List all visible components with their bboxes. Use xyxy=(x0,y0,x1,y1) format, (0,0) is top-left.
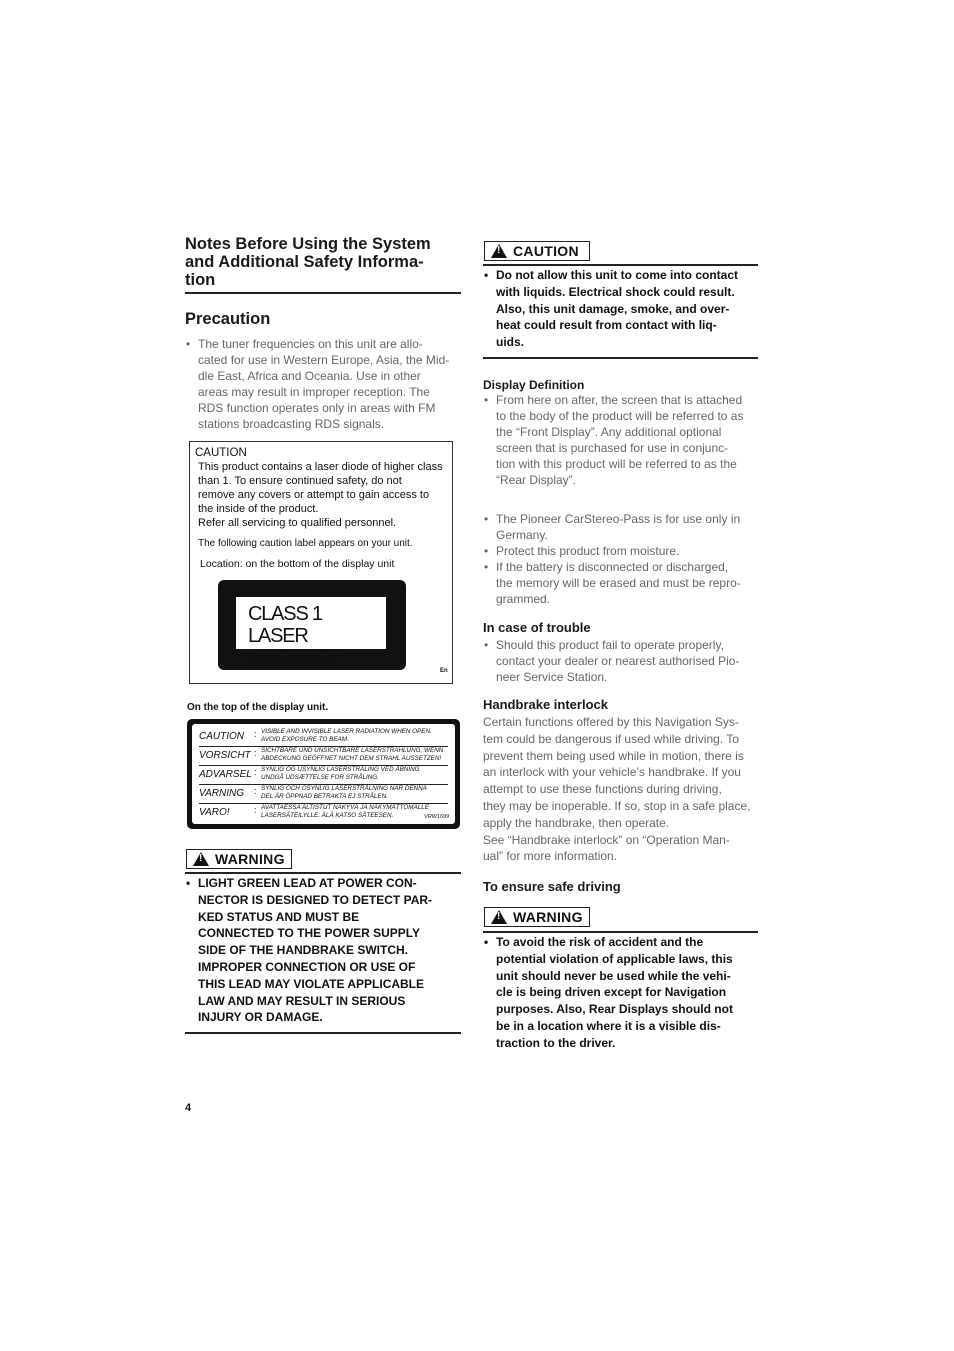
list-item: • The tuner frequencies on this unit are allo- cated for use in Western Europe, Asia, the Mid- dle East, Africa and Oceania. Use in other areas may result in improper reception. The RDS function operates only in areas with FM stations broadcasting RDS signals. xyxy=(185,336,461,432)
precaution-list xyxy=(185,336,461,432)
precaution-heading: Precaution xyxy=(185,310,271,328)
handbrake-body xyxy=(483,714,758,865)
label-code: VRW1699 xyxy=(424,814,449,820)
label-text: SICHTBARE UND UNSICHTBARE LASERSTRAHLUNG, WENN ABDECKUNG GEÖFFNET NICHT DEM STRAHL AUSSETZEN! xyxy=(261,747,444,762)
caution-box-body: This product contains a laser diode of higher class than 1. To ensure continued safety, do not remove any covers or attempt to gain access to the inside of the product. Refer all servicing to qualified personnel. xyxy=(198,461,443,529)
label-text: SYNLIG OCH OSYNLIG LASERSTRÅLNING NÄR DENNA DEL ÄR ÖPPNAD BETRAKTA EJ STRÅLEN. xyxy=(261,785,427,800)
caution-badge-label: CAUTION xyxy=(513,243,579,259)
precaution-section xyxy=(185,310,461,329)
section-title-block xyxy=(185,235,461,289)
misc-list xyxy=(483,511,758,607)
warning-badge-label: WARNING xyxy=(215,851,285,867)
label-text: SYNLIG OG USYNLIG LASERSTRÅLING VED ÅBNING UNDGÅ UDSÆTTELSE FOR STRÅLING. xyxy=(261,766,420,781)
display-definition-heading: Display Definition xyxy=(483,378,585,392)
divider xyxy=(483,264,758,266)
handbrake-section xyxy=(483,697,758,712)
safe-driving-warning-list xyxy=(483,934,758,1052)
label-text: AVATTAESSA ALTISTUT NÄKYVÄ JA NÄKYMÄTTÖMÄLLE LASERSÄTEILYLLE. ÄLÄ KATSO SÄTEESEN. xyxy=(261,804,429,819)
list-item: • Should this product fail to operate properly, contact your dealer or nearest authorised Pio- neer Service Station. xyxy=(483,637,758,685)
trouble-section xyxy=(483,620,758,635)
label-text: VISIBLE AND INVISIBLE LASER RADIATION WHEN OPEN. AVOID EXPOSURE TO BEAM. xyxy=(261,728,432,743)
warning-triangle-icon xyxy=(491,910,507,924)
divider xyxy=(483,931,758,933)
caution-box-note: The following caution label appears on your unit. xyxy=(198,538,413,549)
label-row: VARO! : AVATTAESSA ALTISTUT NÄKYVÄ JA NÄKYMÄTTÖMÄLLE LASERSÄTEILYLLE. ÄLÄ KATSO SÄTEESEN. xyxy=(199,803,448,822)
label-row: VORSICHT : SICHTBARE UND UNSICHTBARE LASERSTRAHLUNG, WENN ABDECKUNG GEÖFFNET NICHT DEM STRAHL AUSSETZEN! xyxy=(199,746,448,766)
plate-line: LASER PRODUCT xyxy=(248,625,339,669)
warning-badge-label: WARNING xyxy=(513,909,583,925)
laser-warning-label xyxy=(187,719,460,829)
title-line: Notes Before Using the System xyxy=(185,235,431,253)
page-title xyxy=(185,235,461,289)
warning-triangle-icon xyxy=(193,852,209,866)
trouble-heading: In case of trouble xyxy=(483,620,591,635)
caution-list xyxy=(483,267,758,351)
label-lang: VARO! xyxy=(199,807,230,818)
caution-badge xyxy=(484,241,590,261)
warning-badge xyxy=(186,849,292,869)
warning-text: • To avoid the risk of accident and the potential violation of applicable laws, this unit should never be used while the vehi- cle is being driven except for Navigation purposes. Also, Rear Displays should not be in a location where it is a visible dis- traction to the driver. xyxy=(483,934,758,1052)
divider xyxy=(185,872,461,874)
warning-triangle-icon xyxy=(491,244,507,258)
title-line: tion xyxy=(185,271,216,289)
warning-list xyxy=(185,875,461,1026)
label-lang: VARNING xyxy=(199,788,245,799)
list-item: • The Pioneer CarStereo-Pass is for use only in Germany. xyxy=(483,511,758,543)
list-item: • From here on after, the screen that is attached to the body of the product will be referred to as the “Front Display”. Any additional optional screen that is purchased for use in conjunc- tion with this product will be referred to as the “Rear Display”. xyxy=(483,392,758,488)
caution-box-heading: CAUTION xyxy=(195,447,247,459)
label-lang: CAUTION xyxy=(199,731,244,742)
divider xyxy=(483,357,758,359)
safe-driving-heading: To ensure safe driving xyxy=(483,879,621,894)
divider xyxy=(185,1032,461,1034)
display-definition-section xyxy=(483,378,758,392)
handbrake-heading: Handbrake interlock xyxy=(483,697,608,712)
caution-text: • Do not allow this unit to come into contact with liquids. Electrical shock could result. Also, this unit damage, smoke, and over- heat could result from contact with liq- uids. xyxy=(483,267,758,351)
handbrake-text: Certain functions offered by this Navigation Sys- tem could be dangerous if used while driving. To prevent them being used while in motion, there is an interlock with your vehicle’s handbrake. If you attempt to use these functions during driving, they may be inoperable. If so, stop in a safe place, apply the handbrake, then operate. See “Handbrake interlock” on “Operation Man- ual” for more information. xyxy=(483,715,751,864)
divider xyxy=(185,292,461,294)
lang-code: En xyxy=(440,668,448,674)
plate-line: CLASS 1 xyxy=(248,603,322,625)
label-row: ADVARSEL : SYNLIG OG USYNLIG LASERSTRÅLING VED ÅBNING UNDGÅ UDSÆTTELSE FOR STRÅLING. xyxy=(199,765,448,785)
label-row: VARNING : SYNLIG OCH OSYNLIG LASERSTRÅLNING NÄR DENNA DEL ÄR ÖPPNAD BETRAKTA EJ STRÅLEN. xyxy=(199,784,448,804)
title-line: and Additional Safety Informa- xyxy=(185,253,424,271)
class1-laser-label xyxy=(218,580,406,670)
warning-badge xyxy=(484,907,590,927)
trouble-list xyxy=(483,637,758,685)
label-lang: VORSICHT xyxy=(199,750,251,761)
label-lang: ADVARSEL xyxy=(199,769,252,780)
warning-text: • LIGHT GREEN LEAD AT POWER CON- NECTOR IS DESIGNED TO DETECT PAR- KED STATUS AND MUST BE CONNECTED TO THE POWER SUPPLY SIDE OF THE HANDBRAKE SWITCH. IMPROPER CONNECTION OR USE OF THIS LEAD MAY VIOLATE APPLICABLE LAW AND MAY RESULT IN SERIOUS INJURY OR DAMAGE. xyxy=(185,875,461,1026)
page-number: 4 xyxy=(185,1102,192,1114)
list-item: • If the battery is disconnected or discharged, the memory will be erased and must be repro- grammed. xyxy=(483,559,758,607)
caution-box-location: Location: on the bottom of the display unit xyxy=(200,558,395,570)
list-item: • Protect this product from moisture. xyxy=(483,543,758,559)
laser-caution-box xyxy=(189,441,453,684)
label-row: CAUTION : VISIBLE AND INVISIBLE LASER RADIATION WHEN OPEN. AVOID EXPOSURE TO BEAM. xyxy=(199,727,448,747)
display-definition-list xyxy=(483,392,758,488)
top-label-caption: On the top of the display unit. xyxy=(187,702,329,713)
safe-driving-section xyxy=(483,879,758,894)
